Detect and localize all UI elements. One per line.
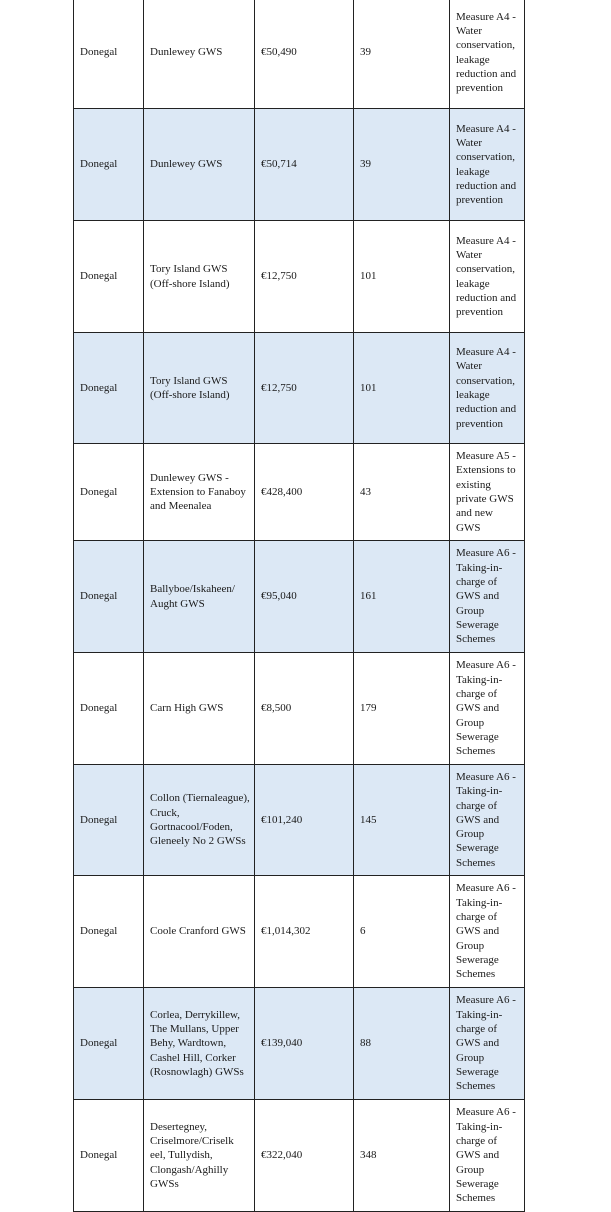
scheme-cell: Ballyboe/Iskaheen/ Aught GWS xyxy=(144,541,255,653)
amount-cell: €139,040 xyxy=(255,988,354,1100)
scheme-cell: Tory Island GWS (Off-shore Island) xyxy=(144,221,255,333)
number-cell: 6 xyxy=(354,876,450,988)
county-cell: Donegal xyxy=(74,444,144,541)
county-cell: Donegal xyxy=(74,0,144,109)
number-cell: 39 xyxy=(354,0,450,109)
scheme-cell: Collon (Tiernaleague), Cruck, Gortnacool/Foden, Gleneely No 2 GWSs xyxy=(144,765,255,876)
number-cell: 39 xyxy=(354,109,450,221)
number-cell: 161 xyxy=(354,541,450,653)
table-row xyxy=(74,876,525,988)
county-cell: Donegal xyxy=(74,109,144,221)
table-row xyxy=(74,541,525,653)
scheme-cell: Dunlewey GWS - Extension to Fanaboy and Meenalea xyxy=(144,444,255,541)
county-cell: Donegal xyxy=(74,876,144,988)
measure-cell: Measure A6 - Taking-in-charge of GWS and Group Sewerage Schemes xyxy=(450,876,525,988)
number-cell: 88 xyxy=(354,988,450,1100)
scheme-cell: Carn High GWS xyxy=(144,653,255,765)
table-row xyxy=(74,444,525,541)
county-cell: Donegal xyxy=(74,221,144,333)
amount-cell: €50,714 xyxy=(255,109,354,221)
scheme-cell: Corlea, Derrykillew, The Mullans, Upper Behy, Wardtown, Cashel Hill, Corker (Rosnowlagh) GWSs xyxy=(144,988,255,1100)
scheme-cell: Dunlewey GWS xyxy=(144,0,255,109)
table-row xyxy=(74,1100,525,1212)
number-cell: 101 xyxy=(354,221,450,333)
number-cell: 145 xyxy=(354,765,450,876)
number-cell: 43 xyxy=(354,444,450,541)
measure-cell: Measure A4 - Water conservation, leakage reduction and prevention xyxy=(450,221,525,333)
amount-cell: €12,750 xyxy=(255,333,354,444)
amount-cell: €12,750 xyxy=(255,221,354,333)
table-row xyxy=(74,221,525,333)
county-cell: Donegal xyxy=(74,765,144,876)
measure-cell: Measure A6 - Taking-in-charge of GWS and Group Sewerage Schemes xyxy=(450,541,525,653)
amount-cell: €428,400 xyxy=(255,444,354,541)
county-cell: Donegal xyxy=(74,988,144,1100)
scheme-cell: Dunlewey GWS xyxy=(144,109,255,221)
table-row xyxy=(74,765,525,876)
measure-cell: Measure A4 - Water conservation, leakage reduction and prevention xyxy=(450,333,525,444)
scheme-cell: Tory Island GWS (Off-shore Island) xyxy=(144,333,255,444)
table-row xyxy=(74,0,525,109)
amount-cell: €101,240 xyxy=(255,765,354,876)
table-row xyxy=(74,109,525,221)
amount-cell: €50,490 xyxy=(255,0,354,109)
measure-cell: Measure A6 - Taking-in-charge of GWS and Group Sewerage Schemes xyxy=(450,988,525,1100)
funding-table-body xyxy=(74,0,525,1212)
amount-cell: €8,500 xyxy=(255,653,354,765)
scheme-cell: Desertegney, Criselmore/Criselk eel, Tullydish, Clongash/Aghilly GWSs xyxy=(144,1100,255,1212)
table-row xyxy=(74,653,525,765)
amount-cell: €322,040 xyxy=(255,1100,354,1212)
number-cell: 101 xyxy=(354,333,450,444)
amount-cell: €1,014,302 xyxy=(255,876,354,988)
amount-cell: €95,040 xyxy=(255,541,354,653)
county-cell: Donegal xyxy=(74,333,144,444)
number-cell: 348 xyxy=(354,1100,450,1212)
county-cell: Donegal xyxy=(74,1100,144,1212)
measure-cell: Measure A4 - Water conservation, leakage reduction and prevention xyxy=(450,0,525,109)
measure-cell: Measure A6 - Taking-in-charge of GWS and Group Sewerage Schemes xyxy=(450,1100,525,1212)
measure-cell: Measure A6 - Taking-in-charge of GWS and Group Sewerage Schemes xyxy=(450,653,525,765)
measure-cell: Measure A5 - Extensions to existing private GWS and new GWS xyxy=(450,444,525,541)
measure-cell: Measure A6 - Taking-in-charge of GWS and Group Sewerage Schemes xyxy=(450,765,525,876)
scheme-cell: Coole Cranford GWS xyxy=(144,876,255,988)
table-row xyxy=(74,333,525,444)
county-cell: Donegal xyxy=(74,653,144,765)
funding-table xyxy=(73,0,525,1212)
number-cell: 179 xyxy=(354,653,450,765)
county-cell: Donegal xyxy=(74,541,144,653)
measure-cell: Measure A4 - Water conservation, leakage reduction and prevention xyxy=(450,109,525,221)
table-row xyxy=(74,988,525,1100)
